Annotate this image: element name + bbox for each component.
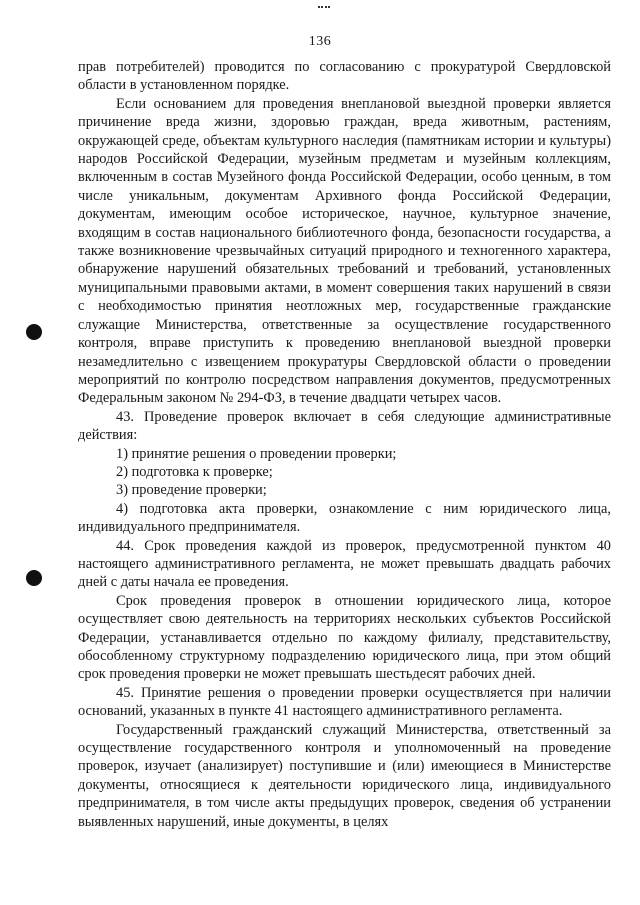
list-item-preparation: 2) подготовка к проверке; — [116, 463, 273, 480]
document-body — [78, 58, 611, 831]
list-item-conducting: 3) проведение проверки; — [116, 482, 267, 499]
paragraph-unscheduled-inspection-grounds: Если основанием для проведения внеплановой выездной проверки является причинение вреда жизни, здоровью граждан, вреда животным, растениям, окружающей среде, объектам культурного наследия (памятникам истории и культуры) народов Российской Федерации, музейным предметам и музейным коллекциям, включенным в состав Музейного фонда Российской Федерации, особо ценным, в том числе уникальным, документам Архивного фонда Российской Федерации, документам, имеющим особое историческое, научное, культурное значение, входящим в состав национального библиотечного фонда, безопасности государства, а также возникновение чрезвычайных ситуаций природного и техногенного характера, обнаружение нарушений обязательных требований и требований, установленных муниципальными правовыми актами, в момент совершения таких нарушений в связи с необходимостью принятия неотложных мер, государственные гражданские служащие Министерства, ответственные за осуществление государственного контроля, вправе приступить к проведению внеплановой выездной проверки незамедлительно с извещением прокуратуры Свердловской области о проведении мероприятий по контролю посредством направления документов, предусмотренных Федеральным законом № 294-ФЗ, в течение двадцати четырех часов. — [78, 95, 611, 407]
paragraph-item-45: 45. Принятие решения о проведении проверки осуществляется при наличии оснований, указанных в пункте 41 настоящего административного регламента. — [78, 684, 611, 720]
paragraph-civil-servant-review: Государственный гражданский служащий Министерства, ответственный за осуществление государственного контроля и уполномоченный на проведение проверок, изучает (анализирует) поступившие и (или) имеющиеся в Министерстве документы, относящиеся к деятельности юридического лица, индивидуального предпринимателя, в том числе акты предыдущих проверок, сведения об устранении выявленных нарушений, иные документы, в целях — [78, 721, 611, 830]
list-item-act: 4) подготовка акта проверки, ознакомление с ним юридического лица, индивидуального предпринимателя. — [78, 500, 611, 536]
page-number: 136 — [308, 34, 332, 49]
paragraph-continuation: прав потребителей) проводится по согласованию с прокуратурой Свердловской области в установленном порядке. — [78, 59, 611, 94]
punch-hole — [26, 570, 42, 586]
paragraph-multi-region-term: Срок проведения проверок в отношении юридического лица, которое осуществляет свою деятельность на территориях нескольких субъектов Российской Федерации, устанавливается отдельно по каждому филиалу, представительству, обособленному структурному подразделению юридического лица, при этом общий срок проведения проверки не может превышать шестьдесят рабочих дней. — [78, 592, 611, 683]
paragraph-item-44: 44. Срок проведения каждой из проверок, предусмотренной пунктом 40 настоящего административного регламента, не может превышать двадцать рабочих дней с даты начала ее проведения. — [78, 537, 611, 591]
list-item-decision: 1) принятие решения о проведении проверки; — [116, 445, 397, 462]
punch-hole — [26, 324, 42, 340]
scan-speck — [318, 6, 330, 11]
paragraph-item-43: 43. Проведение проверок включает в себя следующие административные действия: — [78, 408, 611, 444]
